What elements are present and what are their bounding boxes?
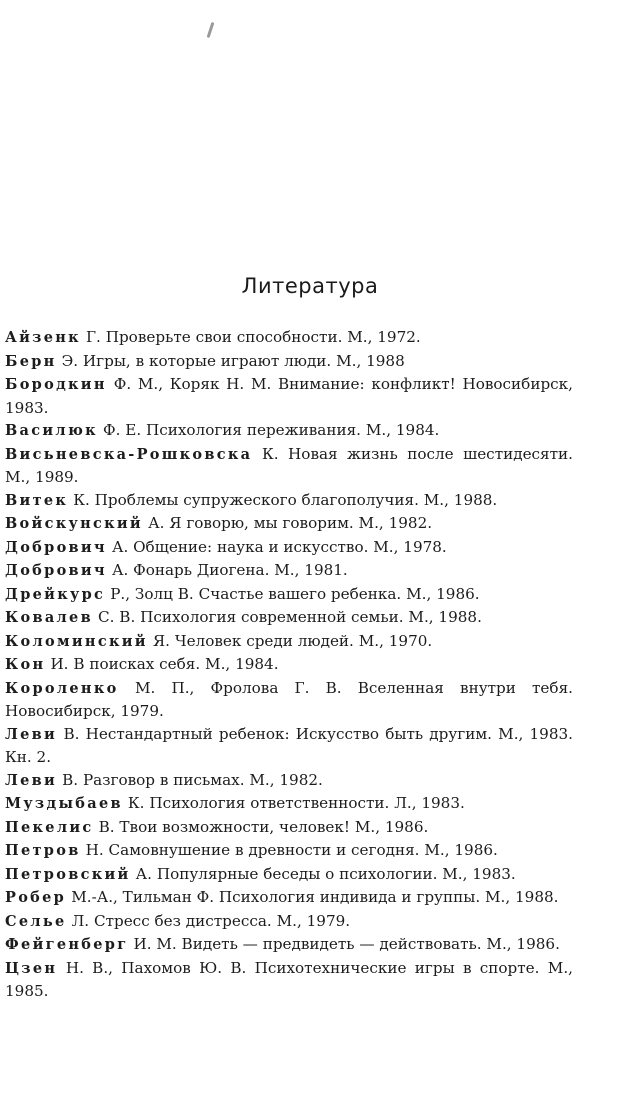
list-item xyxy=(5,769,573,793)
list-item xyxy=(5,839,573,863)
entry-author: Ковалев xyxy=(5,609,93,626)
bibliography-list xyxy=(5,326,573,1003)
entry-author: Муздыбаев xyxy=(5,795,123,812)
entry-author: Висьневска-Рошковска xyxy=(5,445,253,463)
entry-text: В. Разговор в письмах. М., 1982. xyxy=(62,770,323,789)
entry-text: И. М. Видеть — предвидеть — действовать. М., 1986. xyxy=(133,935,560,953)
list-item xyxy=(5,677,573,723)
list-item xyxy=(5,559,573,583)
list-item xyxy=(5,512,573,536)
entry-text: Ф. Е. Психология переживания. М., 1984. xyxy=(102,421,440,439)
entry-author: Витек xyxy=(5,491,69,509)
entry-text: К. Проблемы супружеского благополучия. М., 1988. xyxy=(73,490,498,509)
entry-author: Дрейкурс xyxy=(5,585,106,603)
list-item xyxy=(5,886,573,910)
entry-author: Войскунский xyxy=(5,515,143,532)
entry-author: Добрович xyxy=(5,538,107,556)
entry-author: Кон xyxy=(5,656,46,673)
entry-author: Леви xyxy=(5,725,58,743)
entry-text: С. В. Психология современной семьи. М., 1988. xyxy=(98,608,482,626)
list-item xyxy=(5,536,573,560)
entry-text: К. Новая жизнь после шестидесяти. М., 1989. xyxy=(5,444,573,486)
entry-author: Пекелис xyxy=(5,818,94,836)
entry-text: Я. Человек среди людей. М., 1970. xyxy=(152,631,433,650)
list-item xyxy=(5,816,573,840)
list-item xyxy=(5,489,573,513)
entry-text: М.-А., Тильман Ф. Психология индивида и группы. М., 1988. xyxy=(71,888,559,906)
entry-author: Селье xyxy=(5,912,67,930)
entry-text: Л. Стресс без дистресса. М., 1979. xyxy=(71,911,351,930)
entry-text: А. Популярные беседы о психологии. М., 1983. xyxy=(135,864,516,883)
list-item xyxy=(5,910,573,934)
list-item xyxy=(5,326,573,350)
entry-text: В. Твои возможности, человек! М., 1986. xyxy=(98,817,429,836)
list-item xyxy=(5,373,573,419)
list-item xyxy=(5,792,573,816)
entry-author: Цзен xyxy=(5,959,58,977)
entry-author: Фейгенберг xyxy=(5,936,129,953)
entry-author: Робер xyxy=(5,889,67,906)
list-item xyxy=(5,957,573,1003)
entry-text: М. П., Фролова Г. В. Вселенная внутри тебя. Новосибирск, 1979. xyxy=(5,678,573,720)
list-item xyxy=(5,419,573,443)
list-item xyxy=(5,443,573,489)
entry-author: Коломинский xyxy=(5,632,148,650)
entry-text: Р., Золц В. Счастье вашего ребенка. М., 1986. xyxy=(110,584,480,603)
pencil-mark xyxy=(207,22,215,38)
entry-author: Василюк xyxy=(5,422,98,439)
entry-author: Добрович xyxy=(5,562,107,579)
entry-text: В. Нестандартный ребенок: Искусство быть другим. М., 1983. Кн. 2. xyxy=(5,724,573,766)
entry-author: Петров xyxy=(5,842,81,859)
entry-author: Берн xyxy=(5,352,57,370)
list-item xyxy=(5,933,573,957)
list-item xyxy=(5,630,573,654)
list-item xyxy=(5,583,573,607)
entry-author: Короленко xyxy=(5,679,119,697)
entry-text: Н. Самовнушение в древности и сегодня. М., 1986. xyxy=(85,841,498,859)
entry-text: А. Фонарь Диогена. М., 1981. xyxy=(111,561,348,579)
entry-text: Э. Игры, в которые играют люди. М., 1988 xyxy=(61,351,405,370)
entry-author: Леви xyxy=(5,771,58,789)
entry-text: Ф. М., Коряк Н. М. Внимание: конфликт! Новосибирск, 1983. xyxy=(5,375,573,417)
entry-text: А. Я говорю, мы говорим. М., 1982. xyxy=(148,514,433,532)
entry-text: Г. Проверьте свои способности. М., 1972. xyxy=(86,328,421,346)
entry-text: Н. В., Пахомов Ю. В. Психотехнические игры в спорте. М., 1985. xyxy=(5,958,573,1000)
entry-author: Петровский xyxy=(5,865,131,883)
entry-author: Бородкин xyxy=(5,376,107,393)
list-item xyxy=(5,723,573,769)
list-item xyxy=(5,350,573,374)
entry-text: И. В поисках себя. М., 1984. xyxy=(50,655,279,673)
entry-author: Айзенк xyxy=(5,329,81,346)
list-item xyxy=(5,863,573,887)
page-title: Литература xyxy=(241,274,379,298)
list-item xyxy=(5,606,573,630)
list-item xyxy=(5,653,573,677)
entry-text: К. Психология ответственности. Л., 1983. xyxy=(127,794,465,812)
entry-text: А. Общение: наука и искусство. М., 1978. xyxy=(111,537,447,556)
